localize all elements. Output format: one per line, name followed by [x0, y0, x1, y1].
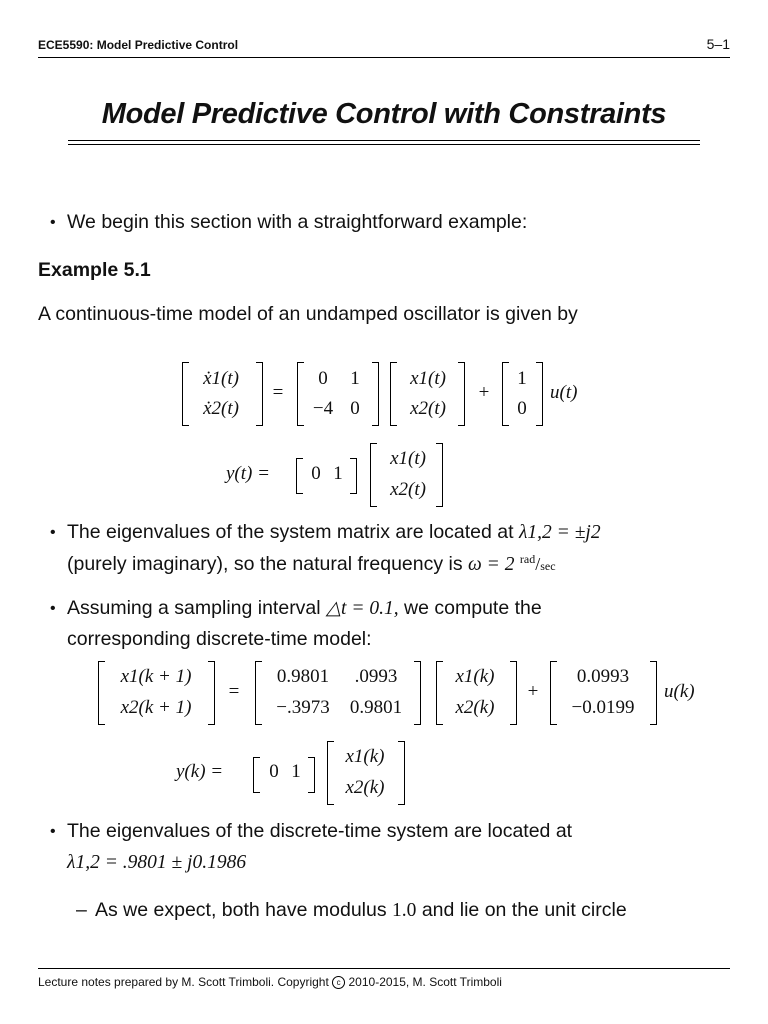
header-course: ECE5590: Model Predictive Control [38, 38, 239, 52]
input-ut: u(t) [550, 382, 578, 403]
page-number: 5–1 [706, 36, 730, 52]
page-title: Model Predictive Control with Constraints [101, 98, 667, 130]
x2t-out: x2(t) [390, 479, 426, 500]
c1: 0 [311, 463, 321, 484]
bullet-2-line-1 [67, 519, 601, 546]
x1k: x1(k) [455, 666, 495, 687]
eigenvalues-discrete: λ1,2 = .9801 ± j0.1986 [67, 852, 247, 873]
bullet-2-text-a: The eigenvalues of the system matrix are located at [67, 521, 514, 543]
modulus-value: 1.0 [392, 900, 417, 921]
footer-rule [38, 968, 730, 969]
xdot1: ẋ1(t) [203, 368, 239, 389]
title-rule-bottom [68, 144, 700, 145]
header-rule [38, 57, 730, 58]
plus-sign: + [527, 681, 539, 702]
footer [38, 975, 502, 989]
x1t: x1(t) [410, 368, 446, 389]
bullet-2-text-b: (purely imaginary), so the natural frequency is [67, 553, 463, 575]
a21-d: −.3973 [276, 697, 330, 718]
c1-d: 0 [269, 761, 279, 782]
title-rule-top [68, 140, 700, 141]
a22: 0 [350, 398, 360, 419]
bullet-2-line-2 [67, 551, 556, 579]
example-heading: Example 5.1 [38, 259, 151, 281]
bullet-dot: • [50, 524, 56, 541]
bullet-3-text-a: Assuming a sampling interval [67, 597, 321, 619]
bullet-dot: • [50, 823, 56, 840]
unit-sec: sec [540, 559, 556, 573]
equals-sign: = [272, 382, 284, 403]
b2-d: −0.0199 [571, 697, 635, 718]
bullet-1-text: We begin this section with a straightforward example: [67, 211, 528, 233]
x2t: x2(t) [410, 398, 446, 419]
c2: 1 [333, 463, 343, 484]
a11: 0 [318, 368, 328, 389]
b2: 0 [517, 398, 527, 419]
intro-text: A continuous-time model of an undamped oscillator is given by [38, 303, 578, 325]
bullet-dot: • [50, 214, 56, 231]
yk-lhs: y(k) = [176, 761, 224, 782]
a22-d: 0.9801 [349, 697, 403, 718]
sub-bullet-text-b: and lie on the unit circle [421, 899, 627, 921]
c2-d: 1 [291, 761, 301, 782]
equals-sign: = [228, 681, 240, 702]
omega-value: ω = 2 [468, 554, 515, 575]
a12: 1 [350, 368, 360, 389]
footer-text-b: 2010-2015, M. Scott Trimboli [348, 975, 502, 989]
b1-d: 0.0993 [576, 666, 630, 687]
eigenvalues-continuous: λ1,2 = ±j2 [518, 522, 601, 543]
bullet-3-text-b: we compute the [404, 597, 542, 619]
dash-marker: – [76, 899, 87, 921]
bullet-3-line-2: corresponding discrete-time model: [67, 628, 372, 650]
footer-text-a: Lecture notes prepared by M. Scott Trimboli. Copyright [38, 975, 329, 989]
a12-d: .0993 [354, 666, 398, 687]
bullet-dot: • [50, 600, 56, 617]
plus-sign: + [478, 382, 490, 403]
bullet-4-text: The eigenvalues of the discrete-time system are located at [67, 820, 573, 842]
x2k1: x2(k + 1) [120, 697, 192, 718]
unit-rad: rad [519, 552, 536, 566]
copyright-icon: c [332, 976, 345, 989]
x2k-out: x2(k) [345, 777, 385, 798]
x1k-out: x1(k) [345, 746, 385, 767]
sub-bullet-text [95, 897, 627, 924]
a11-d: 0.9801 [276, 666, 330, 687]
sub-bullet-text-a: As we expect, both have modulus [95, 899, 387, 921]
xdot2: ẋ2(t) [203, 398, 239, 419]
a21: −4 [312, 398, 334, 419]
y-lhs: y(t) = [226, 463, 270, 484]
x1t-out: x1(t) [390, 448, 426, 469]
sampling-interval: △t = 0.1, [326, 598, 399, 619]
unit-slash: / [535, 554, 541, 574]
bullet-3-line-1 [67, 595, 542, 622]
x1k1: x1(k + 1) [120, 666, 192, 687]
b1: 1 [517, 368, 527, 389]
x2k: x2(k) [455, 697, 495, 718]
input-uk: u(k) [664, 681, 695, 702]
